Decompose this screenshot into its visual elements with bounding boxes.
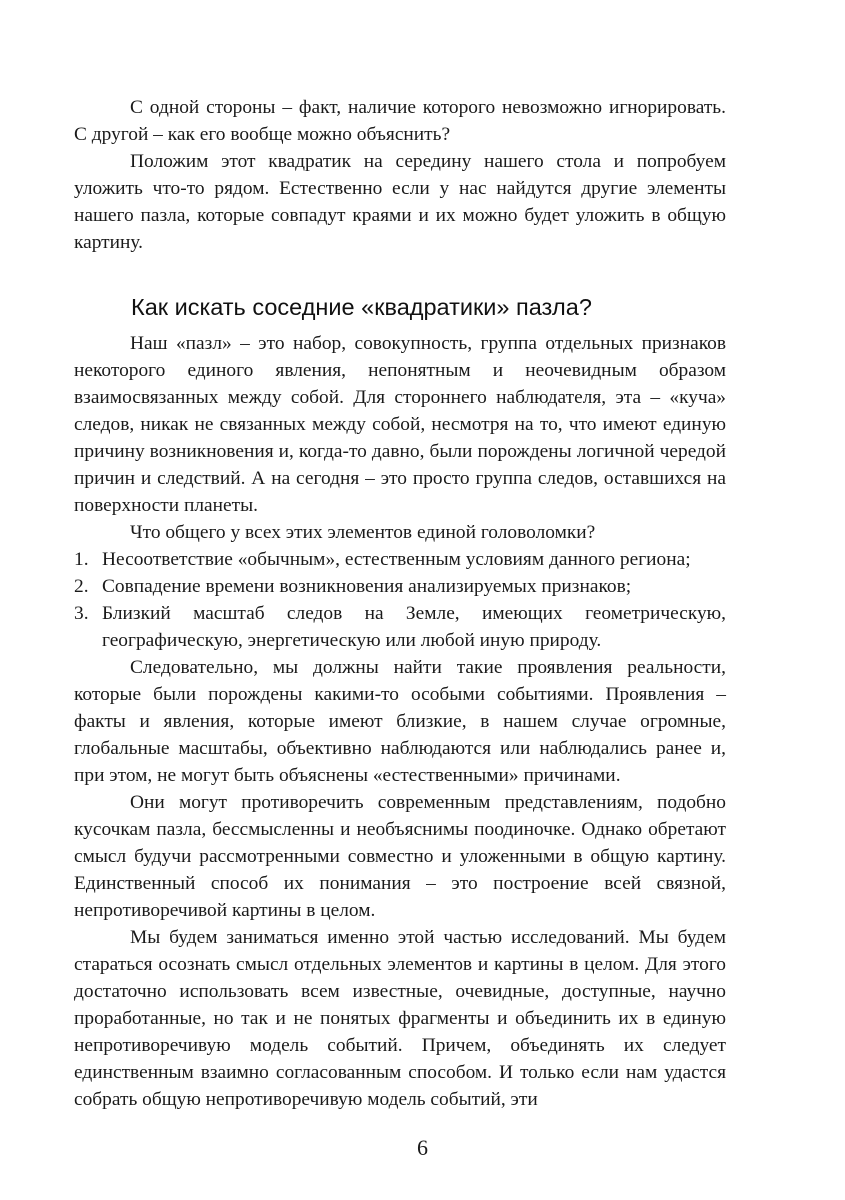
list-item — [74, 600, 726, 654]
paragraph-section-1: Наш «пазл» – это набор, совокупность, группа отдельных признаков некоторого единого явления, непонятным и неочевидным образом взаимосвязанных между собой. Для стороннего наблюдателя, эта – «куча» следов, никак не связанных между собой, несмотря на то, что имеют единую причину возникновения и, когда-то давно, были порождены логичной чередой причин и следствий. А на сегодня – это просто группа следов, оставшихся на поверхности планеты. — [74, 333, 726, 516]
list-item — [74, 573, 726, 600]
list-item-text: Совпадение времени возникновения анализируемых признаков; — [102, 576, 632, 597]
paragraph-section-2: Что общего у всех этих элементов единой головоломки? — [130, 522, 596, 543]
criteria-list — [74, 546, 726, 654]
list-item-text: Близкий масштаб следов на Земле, имеющих геометрическую, географическую, энергетическую или любой иную природу. — [102, 603, 726, 651]
page-number: 6 — [417, 1135, 428, 1160]
list-item-number: 1. — [74, 549, 89, 570]
section-heading: Как искать соседние «квадратики» пазла? — [131, 294, 592, 320]
list-item-number: 2. — [74, 576, 89, 597]
paragraph-section-4: Они могут противоречить современным представлениям, подобно кусочкам пазла, бессмысленны и необъяснимы поодиночке. Однако обретают смысл будучи рассмотренными совместно и уложенными в общую картину. Единственный способ их понимания – это построение всей связной, непротиворечивой картины в целом. — [74, 792, 726, 921]
list-item-text: Несоответствие «обычным», естественным условиям данного региона; — [102, 549, 691, 570]
paragraph-intro-1: С одной стороны – факт, наличие которого невозможно игнорировать. С другой – как его вообще можно объяснить? — [74, 97, 726, 145]
paragraph-section-3: Следовательно, мы должны найти такие проявления реальности, которые были порождены какими-то особыми событиями. Проявления – факты и явления, которые имеют близкие, в нашем случае огромные, глобальные масштабы, объективно наблюдаются или наблюдались ранее и, при этом, не могут быть объяснены «естественными» причинами. — [74, 657, 726, 786]
paragraph-intro-2: Положим этот квадратик на середину нашего стола и попробуем уложить что-то рядом. Естественно если у нас найдутся другие элементы нашего пазла, которые совпадут краями и их можно будет уложить в общую картину. — [74, 151, 726, 253]
list-item — [74, 546, 726, 573]
list-item-number: 3. — [74, 603, 89, 624]
page-body — [74, 94, 726, 1113]
paragraph-section-5: Мы будем заниматься именно этой частью исследований. Мы будем стараться осознать смысл отдельных элементов и картины в целом. Для этого достаточно использовать всем известные, очевидные, доступные, научно проработанные, но так и не понятых фрагменты и объединить их в единую непротиворечивую модель событий. Причем, объединять их следует единственным взаимно согласованным способом. И только если нам удастся собрать общую непротиворечивую модель событий, эти — [74, 927, 726, 1110]
